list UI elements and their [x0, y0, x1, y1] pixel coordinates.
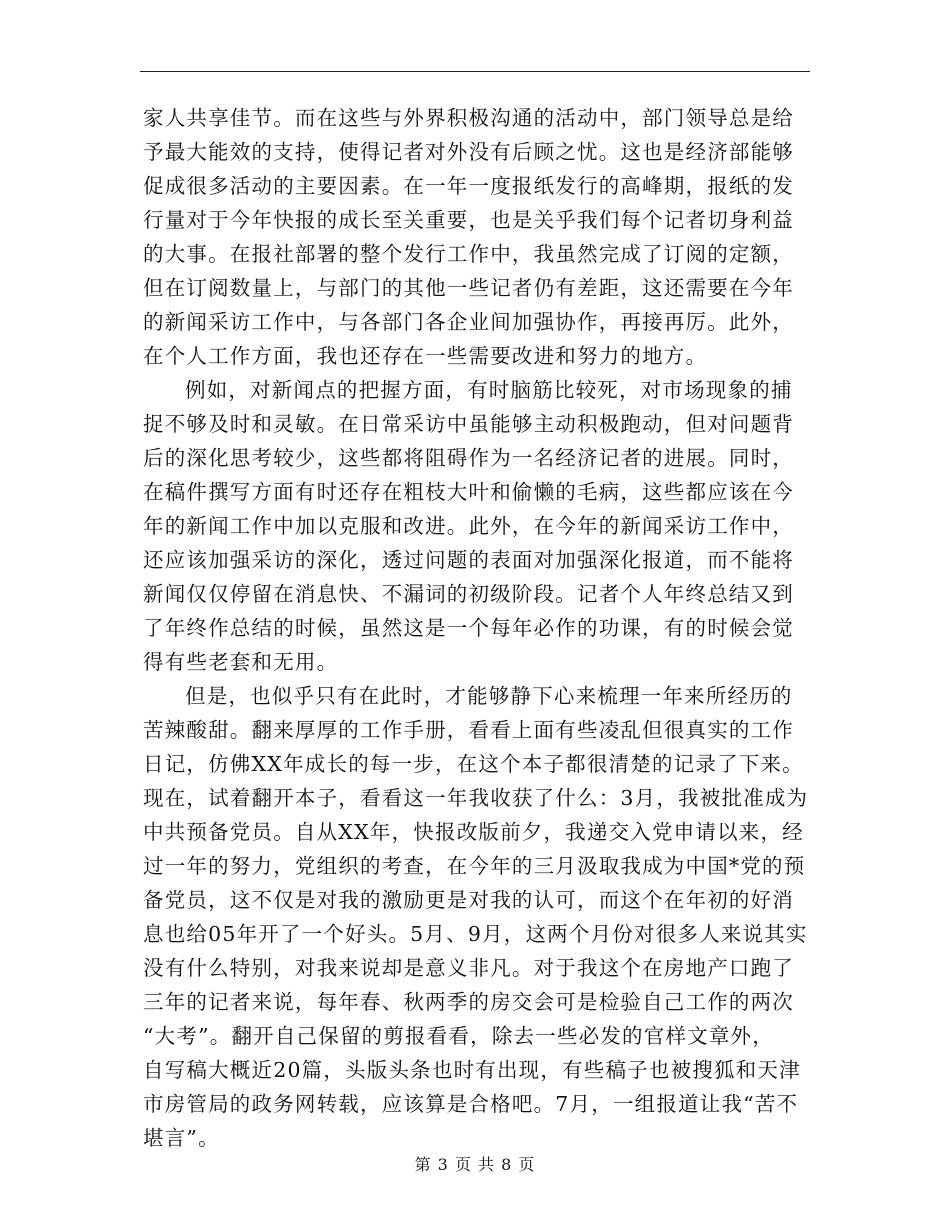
text-line: 三年的记者来说，每年春、秋两季的房交会可是检验自己工作的两次	[143, 990, 794, 1014]
text-line: 自写稿大概近20篇，头版头条也时有出现，有些稿子也被搜狐和天津	[143, 1058, 801, 1082]
text-line: “大考”。翻开自己保留的剪报看看，除去一些必发的官样文章外，	[143, 1024, 774, 1048]
text-line: 日记，仿佛XX年成长的每一步，在这个本子都很清楚的记录了下来。	[143, 752, 804, 776]
document-body	[143, 101, 811, 1155]
text-line: 现在，试着翻开本子，看看这一年我收获了什么：3月，我被批准成为	[143, 786, 809, 810]
text-line: 了年终作总结的时候，虽然这是一个每年必作的功课，有的时候会觉	[143, 616, 794, 640]
header-rule	[140, 71, 810, 72]
text-line: 捉不够及时和灵敏。在日常采访中虽能够主动积极跑动，但对问题背	[143, 412, 794, 436]
text-line: 促成很多活动的主要因素。在一年一度报纸发行的高峰期，报纸的发	[143, 174, 794, 198]
text-line: 备党员，这不仅是对我的激励更是对我的认可，而这个在年初的好消	[143, 888, 794, 912]
text-line: 市房管局的政务网转载，应该算是合格吧。7月，一组报道让我“苦不	[143, 1092, 799, 1116]
text-line: 年的新闻工作中加以克服和改进。此外，在今年的新闻采访工作中，	[143, 514, 794, 538]
text-line: 堪言”。	[143, 1126, 220, 1150]
page-number-footer: 第 3 页 共 8 页	[414, 1155, 536, 1174]
text-line: 苦辣酸甜。翻来厚厚的工作手册，看看上面有些凌乱但很真实的工作	[143, 718, 794, 742]
text-line: 的大事。在报社部署的整个发行工作中，我虽然完成了订阅的定额，	[143, 242, 794, 266]
paragraph-first-line: 例如，对新闻点的把握方面，有时脑筋比较死，对市场现象的捕	[185, 378, 793, 402]
text-line: 在个人工作方面，我也还存在一些需要改进和努力的地方。	[143, 344, 708, 368]
text-line: 过一年的努力，党组织的考查，在今年的三月汲取我成为中国*党的预	[143, 854, 806, 878]
text-line: 得有些老套和无用。	[143, 650, 339, 674]
text-line: 息也给05年开了一个好头。5月、9月，这两个月份对很多人来说其实	[143, 922, 808, 946]
text-line: 予最大能效的支持，使得记者对外没有后顾之忧。这也是经济部能够	[143, 140, 794, 164]
text-line: 还应该加强采访的深化，透过问题的表面对加强深化报道，而不能将	[143, 548, 794, 572]
text-line: 新闻仅仅停留在消息快、不漏词的初级阶段。记者个人年终总结又到	[143, 582, 794, 606]
text-line: 但在订阅数量上，与部门的其他一些记者仍有差距，这还需要在今年	[143, 276, 794, 300]
text-line: 的新闻采访工作中，与各部门各企业间加强协作，再接再厉。此外，	[143, 310, 794, 334]
text-line: 行量对于今年快报的成长至关重要，也是关乎我们每个记者切身利益	[143, 208, 794, 232]
paragraph-first-line: 但是，也似乎只有在此时，才能够静下心来梳理一年来所经历的	[185, 684, 793, 708]
text-line: 在稿件撰写方面有时还存在粗枝大叶和偷懒的毛病，这些都应该在今	[143, 480, 794, 504]
text-line: 没有什么特别，对我来说却是意义非凡。对于我这个在房地产口跑了	[143, 956, 794, 980]
text-line: 中共预备党员。自从XX年，快报改版前夕，我递交入党申请以来，经	[143, 820, 804, 844]
text-line: 后的深化思考较少，这些都将阻碍作为一名经济记者的进展。同时，	[143, 446, 794, 470]
text-line: 家人共享佳节。而在这些与外界积极沟通的活动中，部门领导总是给	[143, 106, 794, 130]
